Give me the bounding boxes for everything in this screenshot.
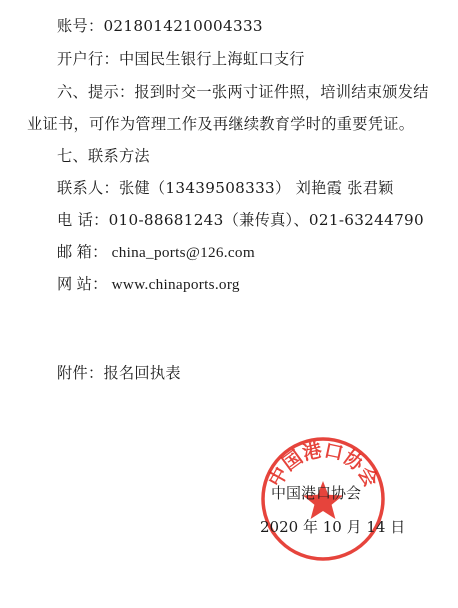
contact-heading: 七、联系方法: [57, 147, 150, 165]
attachment-line: 附件：报名回执表: [57, 364, 181, 382]
tips-line-1: 六、提示：报到时交一张两寸证件照，培训结束颁发结: [57, 83, 429, 101]
website-line: 网 站： www.chinaports.org: [57, 276, 240, 293]
email-line: 邮 箱： china_ports@126.com: [57, 244, 255, 261]
seal-text: 中国港口协会: [264, 439, 382, 491]
tips-line-2: 业证书，可作为管理工作及再继续教育学时的重要凭证。: [27, 115, 415, 133]
contact-person: 联系人：张健（13439508333） 刘艳霞 张君颖: [57, 179, 394, 197]
signature-organization: 中国港口协会: [271, 484, 362, 502]
account-number: 账号：0218014210004333: [57, 17, 263, 35]
phone-line: 电 话：010-88681243（兼传真）、021-63244790: [57, 211, 424, 229]
signature-date: 2020 年 10 月 14 日: [260, 518, 406, 536]
bank-name: 开户行：中国民生银行上海虹口支行: [57, 50, 305, 68]
